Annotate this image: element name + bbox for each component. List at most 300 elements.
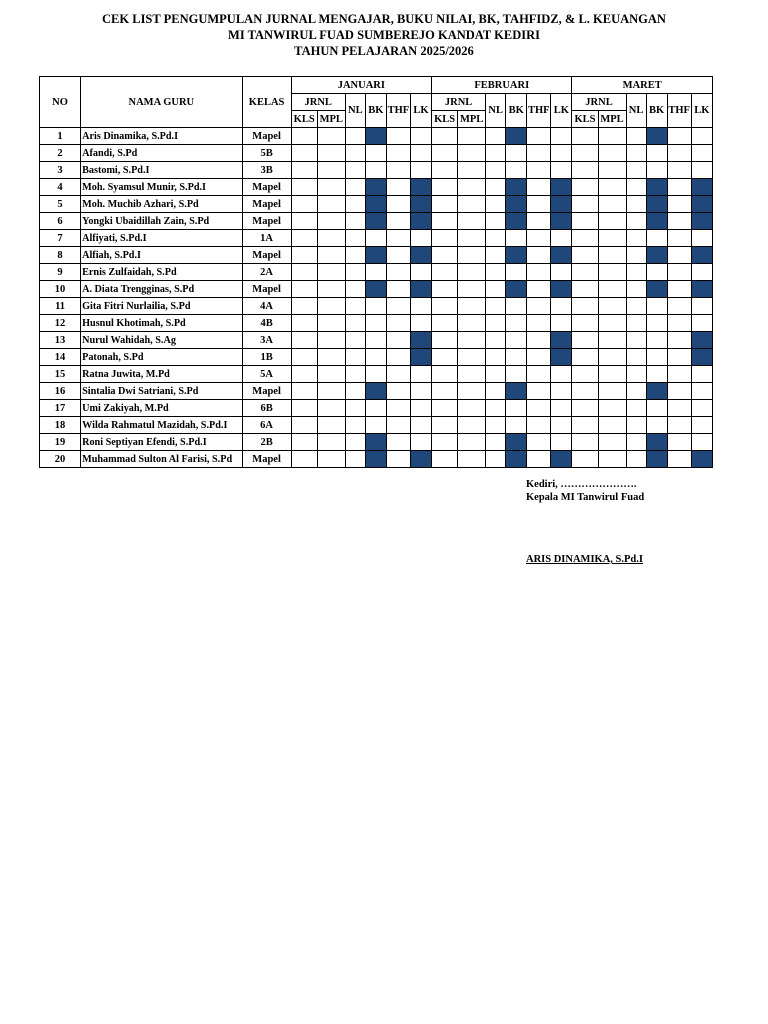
header-month-januari: JANUARI (291, 77, 431, 94)
cell-lk-checked (691, 213, 712, 230)
cell-thf (667, 400, 691, 417)
cell-kls (291, 400, 317, 417)
header-jrnl: JRNL (291, 94, 345, 111)
cell-kls (572, 400, 598, 417)
row-kelas: Mapel (242, 196, 291, 213)
table-row (40, 451, 713, 468)
cell-nl (626, 315, 646, 332)
cell-thf (527, 315, 551, 332)
cell-bk-checked (365, 213, 386, 230)
cell-bk (365, 298, 386, 315)
cell-kls (291, 264, 317, 281)
cell-kls (572, 366, 598, 383)
cell-kls (291, 145, 317, 162)
cell-mpl (598, 315, 626, 332)
cell-lk (551, 434, 572, 451)
header-kls: KLS (572, 111, 598, 128)
row-kelas: 2A (242, 264, 291, 281)
cell-nl (345, 128, 365, 145)
row-kelas: 5B (242, 145, 291, 162)
cell-bk (365, 332, 386, 349)
cell-mpl (598, 230, 626, 247)
cell-thf (386, 298, 410, 315)
row-teacher-name: Patonah, S.Pd (81, 349, 242, 366)
row-no: 3 (40, 162, 81, 179)
cell-bk (646, 298, 667, 315)
cell-mpl (598, 247, 626, 264)
table-row (40, 145, 713, 162)
cell-mpl (458, 196, 486, 213)
cell-mpl (458, 145, 486, 162)
cell-lk-checked (410, 179, 431, 196)
cell-bk-checked (646, 281, 667, 298)
cell-bk-checked (365, 281, 386, 298)
cell-lk (551, 145, 572, 162)
row-teacher-name: A. Diata Trengginas, S.Pd (81, 281, 242, 298)
cell-mpl (598, 383, 626, 400)
cell-lk-checked (691, 332, 712, 349)
cell-nl (626, 230, 646, 247)
row-kelas: Mapel (242, 213, 291, 230)
cell-lk-checked (410, 196, 431, 213)
cell-bk-checked (506, 247, 527, 264)
cell-lk (410, 298, 431, 315)
cell-thf (527, 128, 551, 145)
cell-bk (646, 315, 667, 332)
cell-lk (691, 383, 712, 400)
cell-kls (572, 315, 598, 332)
cell-mpl (317, 162, 345, 179)
row-teacher-name: Husnul Khotimah, S.Pd (81, 315, 242, 332)
cell-nl (345, 196, 365, 213)
cell-lk-checked (410, 349, 431, 366)
cell-nl (626, 213, 646, 230)
cell-kls (291, 417, 317, 434)
cell-mpl (458, 315, 486, 332)
cell-lk-checked (691, 281, 712, 298)
cell-bk (365, 264, 386, 281)
cell-bk (506, 315, 527, 332)
cell-mpl (317, 315, 345, 332)
cell-bk (506, 366, 527, 383)
cell-bk (506, 145, 527, 162)
cell-nl (486, 298, 506, 315)
cell-lk (691, 434, 712, 451)
cell-mpl (317, 230, 345, 247)
row-no: 8 (40, 247, 81, 264)
header-jrnl: JRNL (572, 94, 626, 111)
cell-mpl (317, 196, 345, 213)
cell-kls (432, 400, 458, 417)
cell-lk (691, 417, 712, 434)
row-no: 16 (40, 383, 81, 400)
cell-bk (506, 417, 527, 434)
cell-lk-checked (691, 451, 712, 468)
cell-mpl (598, 281, 626, 298)
cell-thf (386, 128, 410, 145)
cell-thf (527, 179, 551, 196)
cell-lk (691, 315, 712, 332)
row-kelas: Mapel (242, 247, 291, 264)
row-no: 2 (40, 145, 81, 162)
cell-mpl (317, 128, 345, 145)
cell-kls (291, 196, 317, 213)
cell-thf (527, 298, 551, 315)
row-no: 10 (40, 281, 81, 298)
cell-mpl (317, 179, 345, 196)
cell-kls (432, 332, 458, 349)
table-row (40, 366, 713, 383)
cell-kls (432, 264, 458, 281)
cell-thf (667, 162, 691, 179)
cell-lk (551, 298, 572, 315)
cell-bk (365, 349, 386, 366)
cell-thf (386, 264, 410, 281)
signature-place-date: Kediri, …………………. (526, 479, 637, 490)
cell-lk (691, 366, 712, 383)
cell-lk-checked (551, 451, 572, 468)
cell-kls (291, 366, 317, 383)
teacher-rows (40, 128, 713, 468)
cell-kls (291, 451, 317, 468)
cell-lk-checked (410, 213, 431, 230)
row-kelas: 1A (242, 230, 291, 247)
cell-thf (386, 281, 410, 298)
cell-mpl (458, 230, 486, 247)
table-row (40, 383, 713, 400)
cell-bk (506, 349, 527, 366)
cell-nl (486, 213, 506, 230)
header-bk: BK (506, 94, 527, 128)
row-no: 5 (40, 196, 81, 213)
row-kelas: 5A (242, 366, 291, 383)
checklist-table (39, 76, 713, 468)
cell-kls (432, 349, 458, 366)
cell-lk (551, 366, 572, 383)
cell-lk (410, 366, 431, 383)
cell-lk (410, 162, 431, 179)
cell-lk (691, 298, 712, 315)
cell-kls (291, 128, 317, 145)
cell-bk-checked (646, 247, 667, 264)
cell-mpl (458, 417, 486, 434)
cell-mpl (598, 366, 626, 383)
cell-nl (486, 162, 506, 179)
cell-bk-checked (365, 179, 386, 196)
cell-kls (291, 230, 317, 247)
cell-mpl (598, 145, 626, 162)
header-nl: NL (486, 94, 506, 128)
cell-thf (667, 247, 691, 264)
cell-thf (386, 315, 410, 332)
cell-mpl (458, 366, 486, 383)
cell-nl (626, 332, 646, 349)
cell-lk-checked (551, 332, 572, 349)
header-thf: THF (527, 94, 551, 128)
cell-mpl (317, 332, 345, 349)
cell-nl (486, 196, 506, 213)
cell-thf (527, 332, 551, 349)
row-no: 20 (40, 451, 81, 468)
table-row (40, 281, 713, 298)
cell-nl (626, 247, 646, 264)
cell-mpl (458, 264, 486, 281)
row-teacher-name: Aris Dinamika, S.Pd.I (81, 128, 242, 145)
cell-nl (345, 145, 365, 162)
row-teacher-name: Moh. Muchib Azhari, S.Pd (81, 196, 242, 213)
cell-thf (527, 213, 551, 230)
cell-bk (646, 366, 667, 383)
cell-bk-checked (646, 434, 667, 451)
cell-kls (432, 315, 458, 332)
row-teacher-name: Gita Fitri Nurlailia, S.Pd (81, 298, 242, 315)
header-month-maret: MARET (572, 77, 713, 94)
table-row (40, 196, 713, 213)
cell-lk (410, 128, 431, 145)
cell-thf (386, 332, 410, 349)
cell-thf (386, 247, 410, 264)
cell-thf (386, 230, 410, 247)
table-row (40, 247, 713, 264)
cell-bk-checked (365, 128, 386, 145)
cell-thf (527, 230, 551, 247)
cell-thf (386, 451, 410, 468)
cell-nl (626, 349, 646, 366)
cell-thf (667, 128, 691, 145)
cell-bk-checked (365, 383, 386, 400)
table-row (40, 162, 713, 179)
cell-kls (572, 349, 598, 366)
row-no: 11 (40, 298, 81, 315)
cell-nl (626, 383, 646, 400)
table-row (40, 400, 713, 417)
cell-mpl (458, 281, 486, 298)
cell-mpl (317, 451, 345, 468)
cell-kls (432, 298, 458, 315)
table-row (40, 349, 713, 366)
cell-mpl (458, 349, 486, 366)
row-kelas: 4B (242, 315, 291, 332)
cell-mpl (317, 298, 345, 315)
cell-nl (486, 332, 506, 349)
cell-nl (486, 417, 506, 434)
cell-thf (386, 145, 410, 162)
cell-bk (365, 230, 386, 247)
row-kelas: 2B (242, 434, 291, 451)
cell-thf (386, 366, 410, 383)
cell-thf (667, 332, 691, 349)
row-teacher-name: Afandi, S.Pd (81, 145, 242, 162)
cell-lk-checked (691, 349, 712, 366)
cell-kls (432, 383, 458, 400)
row-kelas: 6A (242, 417, 291, 434)
cell-bk-checked (646, 451, 667, 468)
cell-thf (386, 162, 410, 179)
cell-thf (386, 349, 410, 366)
row-no: 7 (40, 230, 81, 247)
cell-nl (486, 434, 506, 451)
table-row (40, 179, 713, 196)
cell-lk (410, 417, 431, 434)
cell-kls (291, 349, 317, 366)
header-mpl: MPL (317, 111, 345, 128)
row-kelas: Mapel (242, 128, 291, 145)
cell-bk (646, 230, 667, 247)
cell-kls (572, 434, 598, 451)
cell-thf (527, 366, 551, 383)
cell-bk (646, 162, 667, 179)
cell-kls (432, 417, 458, 434)
cell-kls (291, 162, 317, 179)
row-no: 17 (40, 400, 81, 417)
header-no: NO (40, 77, 81, 128)
row-kelas: 4A (242, 298, 291, 315)
document-title: CEK LIST PENGUMPULAN JURNAL MENGAJAR, BUKU NILAI, BK, TAHFIDZ, & L. KEUANGAN (102, 12, 666, 26)
cell-mpl (458, 179, 486, 196)
table-row (40, 417, 713, 434)
cell-thf (527, 264, 551, 281)
row-kelas: Mapel (242, 383, 291, 400)
cell-thf (527, 281, 551, 298)
cell-bk (365, 400, 386, 417)
cell-lk-checked (551, 179, 572, 196)
cell-thf (527, 400, 551, 417)
cell-nl (486, 281, 506, 298)
cell-kls (572, 128, 598, 145)
cell-bk-checked (506, 281, 527, 298)
cell-bk-checked (365, 434, 386, 451)
header-bk: BK (365, 94, 386, 128)
cell-nl (486, 383, 506, 400)
cell-mpl (598, 213, 626, 230)
row-teacher-name: Muhammad Sulton Al Farisi, S.Pd (81, 451, 242, 468)
cell-nl (626, 162, 646, 179)
cell-thf (386, 417, 410, 434)
cell-thf (386, 383, 410, 400)
cell-nl (626, 366, 646, 383)
cell-lk (410, 145, 431, 162)
cell-lk (551, 383, 572, 400)
row-kelas: 3B (242, 162, 291, 179)
table-row (40, 434, 713, 451)
cell-mpl (317, 145, 345, 162)
cell-bk (646, 332, 667, 349)
header-nama-guru: NAMA GURU (81, 77, 242, 128)
cell-lk (691, 162, 712, 179)
cell-bk (646, 349, 667, 366)
cell-mpl (598, 434, 626, 451)
cell-mpl (458, 400, 486, 417)
cell-mpl (458, 128, 486, 145)
cell-lk-checked (691, 196, 712, 213)
cell-mpl (317, 264, 345, 281)
cell-lk (410, 400, 431, 417)
cell-kls (291, 332, 317, 349)
row-no: 15 (40, 366, 81, 383)
row-kelas: 3A (242, 332, 291, 349)
row-teacher-name: Yongki Ubaidillah Zain, S.Pd (81, 213, 242, 230)
cell-kls (572, 162, 598, 179)
cell-kls (572, 145, 598, 162)
header-jrnl: JRNL (432, 94, 486, 111)
row-teacher-name: Wilda Rahmatul Mazidah, S.Pd.I (81, 417, 242, 434)
cell-kls (291, 281, 317, 298)
row-kelas: Mapel (242, 281, 291, 298)
table-row (40, 315, 713, 332)
cell-thf (527, 247, 551, 264)
cell-kls (572, 179, 598, 196)
cell-nl (486, 128, 506, 145)
cell-kls (432, 213, 458, 230)
table-row (40, 332, 713, 349)
cell-nl (486, 366, 506, 383)
cell-lk-checked (410, 281, 431, 298)
header-thf: THF (386, 94, 410, 128)
cell-nl (345, 451, 365, 468)
cell-bk-checked (365, 196, 386, 213)
row-no: 9 (40, 264, 81, 281)
header-kls: KLS (432, 111, 458, 128)
cell-bk-checked (506, 213, 527, 230)
cell-mpl (598, 196, 626, 213)
header-lk: LK (551, 94, 572, 128)
cell-thf (527, 145, 551, 162)
cell-kls (432, 434, 458, 451)
cell-kls (572, 383, 598, 400)
cell-nl (345, 383, 365, 400)
cell-lk (410, 434, 431, 451)
cell-mpl (598, 349, 626, 366)
cell-thf (667, 264, 691, 281)
cell-bk-checked (365, 451, 386, 468)
header-kls: KLS (291, 111, 317, 128)
cell-lk (551, 315, 572, 332)
cell-mpl (598, 417, 626, 434)
cell-kls (291, 247, 317, 264)
cell-bk (506, 162, 527, 179)
cell-thf (667, 349, 691, 366)
table-row (40, 213, 713, 230)
cell-thf (667, 298, 691, 315)
cell-thf (527, 417, 551, 434)
cell-lk-checked (691, 179, 712, 196)
cell-kls (572, 451, 598, 468)
cell-mpl (458, 332, 486, 349)
cell-mpl (317, 349, 345, 366)
cell-nl (626, 400, 646, 417)
cell-lk-checked (410, 451, 431, 468)
cell-kls (291, 434, 317, 451)
cell-lk (691, 145, 712, 162)
cell-nl (345, 213, 365, 230)
cell-nl (486, 315, 506, 332)
cell-nl (345, 281, 365, 298)
cell-lk-checked (551, 247, 572, 264)
cell-nl (626, 145, 646, 162)
row-no: 12 (40, 315, 81, 332)
cell-kls (432, 196, 458, 213)
cell-bk-checked (646, 128, 667, 145)
cell-mpl (317, 281, 345, 298)
cell-mpl (458, 383, 486, 400)
school-name: MI TANWIRUL FUAD SUMBEREJO KANDAT KEDIRI (228, 28, 540, 42)
cell-lk-checked (551, 281, 572, 298)
cell-bk (506, 230, 527, 247)
signature-name: ARIS DINAMIKA, S.Pd.I (526, 554, 643, 565)
row-teacher-name: Moh. Syamsul Munir, S.Pd.I (81, 179, 242, 196)
cell-lk (691, 264, 712, 281)
cell-thf (667, 230, 691, 247)
